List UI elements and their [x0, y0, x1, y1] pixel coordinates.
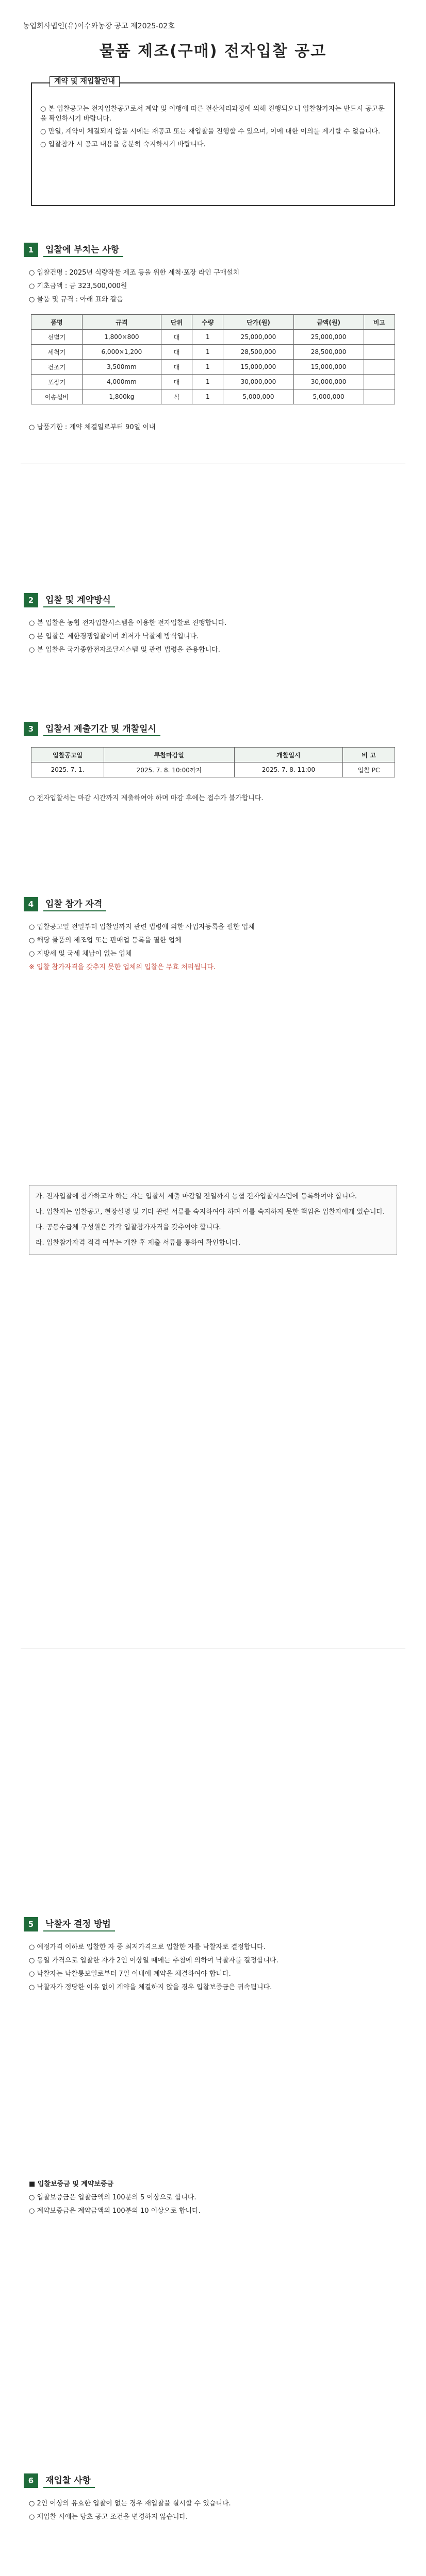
- notice-line: ○ 본 입찰공고는 전자입찰공고로서 계약 및 이행에 따른 전산처리과정에 의해 진행되오니 입찰참가자는 반드시 공고문을 확인하시기 바랍니다.: [40, 105, 385, 123]
- body-line: ○ 재입찰 시에는 당초 공고 조건을 변경하지 않습니다.: [29, 2513, 188, 2521]
- table-header: 금액(원): [293, 315, 364, 330]
- table-cell: 2025. 7. 1.: [31, 762, 104, 777]
- table-cell: 1,800kg: [82, 389, 161, 404]
- table-cell: 대: [161, 330, 192, 345]
- table-header-row: [31, 315, 395, 330]
- table-cell: 입찰 PC: [343, 762, 395, 777]
- table-cell: 1: [192, 389, 223, 404]
- table-cell: 건조기: [31, 360, 83, 375]
- section-2-heading: [24, 592, 115, 607]
- section-number: 4: [24, 897, 38, 911]
- body-line: ○ 입찰보증금은 입찰금액의 100분의 5 이상으로 합니다.: [29, 2194, 196, 2201]
- table-cell: 식: [161, 389, 192, 404]
- table-cell: 세척기: [31, 345, 83, 360]
- body-line: ○ 낙찰자는 낙찰통보일로부터 7일 이내에 계약을 체결하여야 합니다.: [29, 1970, 231, 1978]
- table-cell: 2025. 7. 8. 11:00: [234, 762, 343, 777]
- schedule-table: [31, 747, 395, 777]
- announcement-number: 농업회사법인(유)이수와농장 공고 제2025-02호: [23, 22, 175, 30]
- table-header: 단가(원): [223, 315, 293, 330]
- body-line: ○ 2인 이상의 유효한 입찰이 없는 경우 재입찰을 실시할 수 있습니다.: [29, 2500, 231, 2507]
- table-cell: 대: [161, 375, 192, 389]
- table-cell: 4,000mm: [82, 375, 161, 389]
- table-cell: [364, 389, 395, 404]
- body-line: ○ 해당 물품의 제조업 또는 판매업 등록을 필한 업체: [29, 937, 182, 944]
- section-title: 입찰서 제출기간 및 개찰일시: [43, 721, 160, 736]
- goods-table: [31, 314, 395, 404]
- section-2-body: [29, 618, 397, 658]
- table-cell: 이송설비: [31, 389, 83, 404]
- section-4-heading: [24, 896, 106, 911]
- section-title: 입찰 참가 자격: [43, 896, 106, 911]
- table-cell: 대: [161, 360, 192, 375]
- section-number: 3: [24, 722, 38, 736]
- table-cell: 25,000,000: [293, 330, 364, 345]
- body-line: ○ 입찰공고일 전일부터 입찰일까지 관련 법령에 의한 사업자등록을 필한 업체: [29, 923, 255, 931]
- table-cell: 30,000,000: [293, 375, 364, 389]
- table-row: [31, 389, 395, 404]
- body-line: ○ 입찰건명 : 2025년 식량작물 제조 등을 위한 세척·포장 라인 구매설치: [29, 269, 240, 277]
- section-5-body: [29, 1942, 397, 1996]
- body-line: ○ 물품 및 규격 : 아래 표와 같음: [29, 296, 123, 303]
- body-line: 라. 입찰참가자격 적격 여부는 개찰 후 제출 서류를 통하여 확인합니다.: [36, 1239, 241, 1247]
- section-title: 입찰 및 계약방식: [43, 592, 115, 607]
- table-row: [31, 330, 395, 345]
- table-cell: 1: [192, 360, 223, 375]
- table-cell: 30,000,000: [223, 375, 293, 389]
- body-line: 나. 입찰자는 입찰공고, 현장설명 및 기타 관련 서류를 숙지하여야 하며 이를 숙지하지 못한 책임은 입찰자에게 있습니다.: [36, 1208, 385, 1216]
- table-cell: 3,500mm: [82, 360, 161, 375]
- table-cell: 포장기: [31, 375, 83, 389]
- notice-line: ○ 입찰참가 시 공고 내용을 충분히 숙지하시기 바랍니다.: [40, 141, 206, 148]
- table-cell: 선별기: [31, 330, 83, 345]
- table-cell: 15,000,000: [223, 360, 293, 375]
- section-1-body: [29, 268, 397, 308]
- table-cell: [364, 330, 395, 345]
- table-header: 수량: [192, 315, 223, 330]
- table-cell: 5,000,000: [223, 389, 293, 404]
- table-cell: [364, 375, 395, 389]
- section-5-heading: [24, 1917, 115, 1931]
- section-title: 재입찰 사항: [43, 2473, 95, 2488]
- table-cell: 28,500,000: [293, 345, 364, 360]
- body-line: ○ 낙찰자가 정당한 이유 없이 계약을 체결하지 않을 경우 입찰보증금은 귀속됩니다.: [29, 1984, 272, 1991]
- body-line: ○ 기초금액 : 금 323,500,000원: [29, 282, 127, 290]
- table-cell: 1: [192, 345, 223, 360]
- section-3-heading: [24, 721, 160, 736]
- notice-line: ○ 만일, 계약이 체결되지 않을 시에는 재공고 또는 재입찰을 진행할 수 있으며, 이에 대한 이의를 제기할 수 없습니다.: [40, 128, 381, 135]
- notice-box: [31, 77, 395, 206]
- section-title: 낙찰자 결정 방법: [43, 1917, 115, 1931]
- section-number: 5: [24, 1917, 38, 1931]
- page-title: 물품 제조(구매) 전자입찰 공고: [99, 42, 327, 60]
- body-line: 가. 전자입찰에 참가하고자 하는 자는 입찰서 제출 마감일 전일까지 농협 전자입찰시스템에 등록하여야 합니다.: [36, 1193, 357, 1200]
- table-row: [31, 360, 395, 375]
- table-row: [31, 375, 395, 389]
- section-4-detail: [29, 1185, 397, 1255]
- section-5-sub: [29, 2179, 397, 2219]
- body-line: ○ 전자입찰서는 마감 시간까지 제출하여야 하며 마감 후에는 접수가 불가합니다.: [29, 794, 264, 802]
- table-cell: 1: [192, 375, 223, 389]
- table-header: 입찰공고일: [31, 748, 104, 762]
- table-header-row: [31, 748, 395, 762]
- table-cell: 대: [161, 345, 192, 360]
- table-cell: 1: [192, 330, 223, 345]
- table-cell: 25,000,000: [223, 330, 293, 345]
- table-cell: [364, 360, 395, 375]
- table-header: 규격: [82, 315, 161, 330]
- table-header: 투찰마감일: [104, 748, 235, 762]
- body-line: ○ 납품기한 : 계약 체결일로부터 90일 이내: [29, 423, 156, 431]
- body-line: ○ 계약보증금은 계약금액의 100분의 10 이상으로 합니다.: [29, 2207, 201, 2215]
- warning-line: ※ 입찰 참가자격을 갖추지 못한 업체의 입찰은 무효 처리됩니다.: [29, 963, 216, 971]
- section-6-body: [29, 2499, 397, 2526]
- sub-heading: ■ 입찰보증금 및 계약보증금: [29, 2180, 113, 2188]
- table-cell: 2025. 7. 8. 10:00까지: [104, 762, 235, 777]
- section-number: 6: [24, 2473, 38, 2488]
- table-header: 비고: [364, 315, 395, 330]
- goods-note: [29, 422, 397, 436]
- section-1-heading: [24, 242, 123, 257]
- body-line: 다. 공동수급체 구성원은 각각 입찰참가자격을 갖추어야 합니다.: [36, 1224, 221, 1231]
- table-cell: 15,000,000: [293, 360, 364, 375]
- table-header: 개찰일시: [234, 748, 343, 762]
- table-cell: [364, 345, 395, 360]
- notice-title: 계약 및 재입찰안내: [50, 76, 120, 87]
- table-cell: 1,800×800: [82, 330, 161, 345]
- table-cell: 5,000,000: [293, 389, 364, 404]
- table-cell: 6,000×1,200: [82, 345, 161, 360]
- section-6-heading: [24, 2473, 95, 2488]
- table-row: [31, 762, 395, 777]
- section-number: 1: [24, 243, 38, 257]
- body-line: ○ 본 입찰은 제한경쟁입찰이며 최저가 낙찰제 방식입니다.: [29, 633, 199, 640]
- body-line: ○ 본 입찰은 국가종합전자조달시스템 및 관련 법령을 준용합니다.: [29, 646, 220, 654]
- body-line: ○ 동일 가격으로 입찰한 자가 2인 이상일 때에는 추첨에 의하여 낙찰자를 결정합니다.: [29, 1957, 278, 1964]
- body-line: ○ 예정가격 이하로 입찰한 자 중 최저가격으로 입찰한 자를 낙찰자로 결정합니다.: [29, 1943, 266, 1951]
- section-title: 입찰에 부치는 사항: [43, 242, 123, 257]
- body-line: ○ 지방세 및 국세 체납이 없는 업체: [29, 950, 132, 958]
- table-header: 품명: [31, 315, 83, 330]
- table-header: 단위: [161, 315, 192, 330]
- table-cell: 28,500,000: [223, 345, 293, 360]
- section-3-note: [29, 793, 397, 807]
- section-number: 2: [24, 593, 38, 607]
- table-header: 비 고: [343, 748, 395, 762]
- table-row: [31, 345, 395, 360]
- section-4-body: [29, 922, 397, 976]
- body-line: ○ 본 입찰은 농협 전자입찰시스템을 이용한 전자입찰로 진행합니다.: [29, 619, 227, 627]
